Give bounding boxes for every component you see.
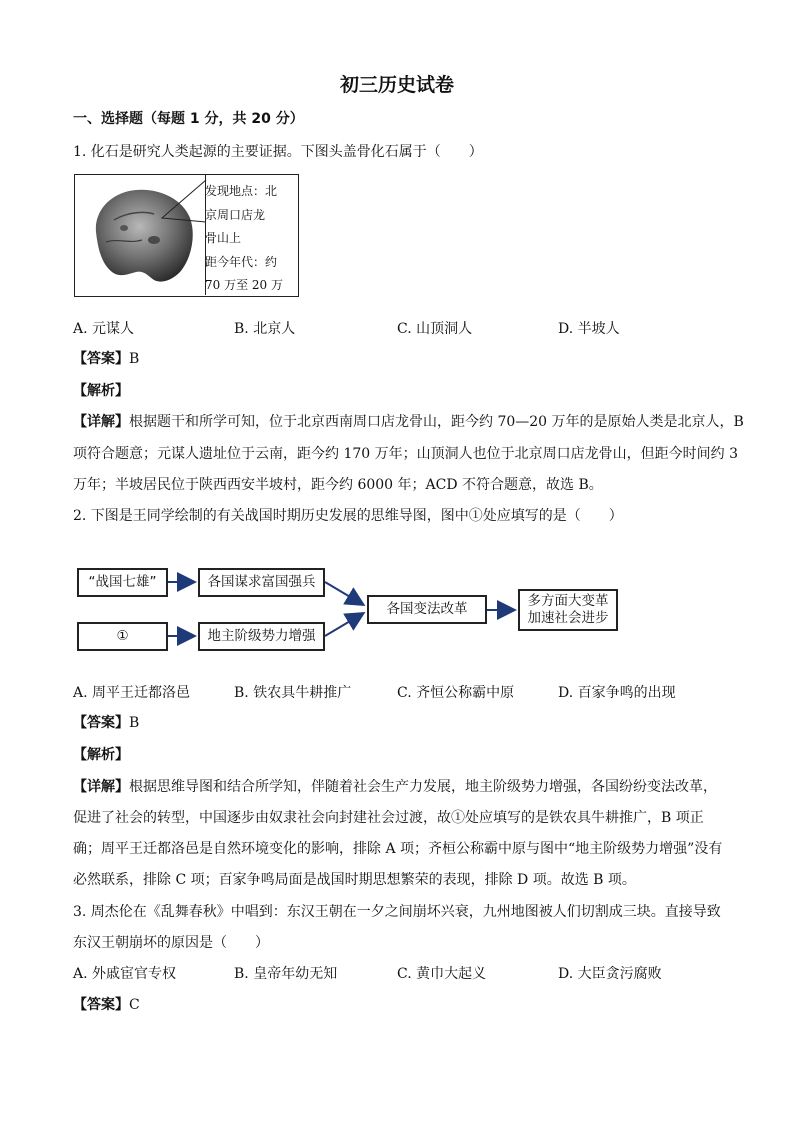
q1-option-a: A. 元谋人 [73, 321, 135, 337]
figure-caption-line: 京周口店龙 [205, 207, 266, 222]
q1-detail-line-3: 万年；半坡居民位于陕西西安半坡村，距今约 6000 年；ACD 不符合题意，故选 B。 [73, 477, 603, 493]
map-node-strengthen-states: 各国谋求富国强兵 [198, 568, 325, 597]
q2-option-a: A. 周平王迁都洛邑 [73, 685, 191, 701]
answer-value: B [129, 715, 140, 731]
q1-detail-line-2: 项符合题意；元谋人遗址位于云南，距今约 170 万年；山顶洞人也位于北京周口店龙骨山，但距今时间约 3 [73, 446, 738, 462]
map-node-progress [518, 589, 618, 631]
q3-stem-line-1: 3. 周杰伦在《乱舞春秋》中唱到：东汉王朝在一夕之间崩坏兴衰，九州地图被人们切割成三块。直接导致 [73, 904, 721, 920]
q3-answer [73, 994, 140, 1014]
figure-caption-line: 70 万至 20 万 [205, 278, 283, 292]
detail-tag: 【详解】 [73, 779, 129, 795]
q2-answer [73, 712, 139, 732]
q2-analysis-tag: 【解析】 [73, 747, 129, 763]
figure-caption [205, 180, 295, 298]
figure-caption-line: 距今年代：约 [205, 254, 278, 269]
q1-analysis-tag: 【解析】 [73, 383, 129, 399]
q1-detail-line-1 [73, 411, 744, 431]
answer-tag: 【答案】 [73, 997, 129, 1013]
figure-caption-line: 发现地点：北 [205, 184, 278, 198]
q2-detail-line-4: 必然联系，排除 C 项；百家争鸣局面是战国时期思想繁荣的表现，排除 D 项。故选 B 项。 [73, 872, 636, 888]
q1-answer [73, 348, 139, 368]
map-node-landlord-class: 地主阶级势力增强 [198, 622, 325, 651]
detail-text: 根据思维导图和结合所学知，伴随着社会生产力发展，地主阶级势力增强，各国纷纷变法改革， [129, 779, 717, 795]
map-node-progress-line-2: 加速社会进步 [527, 610, 609, 626]
q2-detail-line-2: 促进了社会的转型，中国逐步由奴隶社会向封建社会过渡，故①处应填写的是铁农具牛耕推广，B 项正 [73, 810, 704, 826]
q2-option-c: C. 齐恒公称霸中原 [397, 685, 515, 701]
figure-caption-line: 骨山上 [205, 231, 242, 245]
q1-option-d: D. 半坡人 [558, 321, 620, 337]
q3-option-c: C. 黄巾大起义 [397, 966, 487, 982]
detail-tag: 【详解】 [73, 414, 129, 430]
q1-option-b: B. 北京人 [234, 321, 296, 337]
section-heading: 一、选择题（每题 1 分，共 20 分） [73, 111, 304, 127]
answer-tag: 【答案】 [73, 351, 129, 367]
answer-value: B [129, 351, 140, 367]
answer-tag: 【答案】 [73, 715, 129, 731]
q2-stem: 2. 下图是王同学绘制的有关战国时期历史发展的思维导图，图中①处应填写的是（ ） [73, 508, 623, 524]
q2-option-b: B. 铁农具牛耕推广 [234, 685, 352, 701]
q3-option-b: B. 皇帝年幼无知 [234, 966, 338, 982]
map-node-reform: 各国变法改革 [367, 595, 487, 624]
q3-option-d: D. 大臣贪污腐败 [558, 966, 662, 982]
callout-pointer [160, 176, 208, 236]
map-node-blank-1: ① [77, 622, 168, 651]
detail-text: 根据题干和所学可知，位于北京西南周口店龙骨山，距今约 70—20 万年的是原始人类是北京人，B [129, 414, 744, 430]
q3-stem-line-2: 东汉王朝崩坏的原因是（ ） [73, 935, 269, 951]
q1-stem: 1. 化石是研究人类起源的主要证据。下图头盖骨化石属于（ ） [73, 144, 483, 160]
answer-value: C [129, 997, 140, 1013]
q2-option-d: D. 百家争鸣的出现 [558, 685, 676, 701]
q3-option-a: A. 外戚宦官专权 [73, 966, 177, 982]
q2-detail-line-3: 确；周平王迁都洛邑是自然环境变化的影响，排除 A 项；齐桓公称霸中原与图中“地主阶级势力增强”没有 [73, 841, 723, 857]
map-node-warring-states: “战国七雄” [77, 568, 168, 597]
q1-option-c: C. 山顶洞人 [397, 321, 473, 337]
q2-detail-line-1 [73, 776, 717, 796]
map-node-progress-line-1: 多方面大变革 [527, 593, 609, 609]
page-title: 初三历史试卷 [339, 74, 454, 96]
